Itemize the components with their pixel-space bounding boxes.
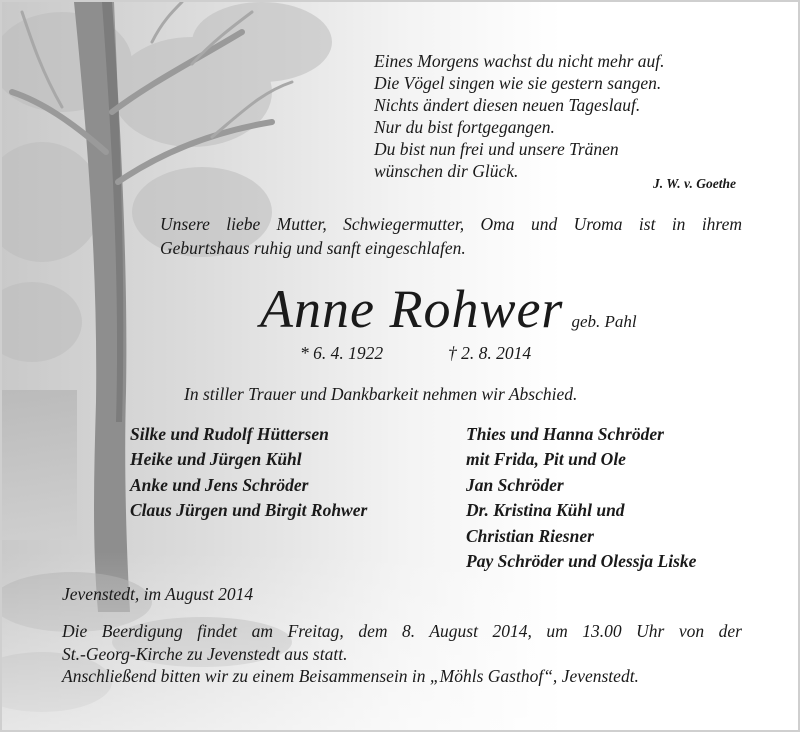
intro-line: Unsere liebe Mutter, Schwiegermutter, Oma und Uroma ist in ihrem [160, 214, 742, 234]
mourners-right [466, 422, 696, 574]
mourner-entry: Dr. Kristina Kühl und [466, 500, 625, 521]
mourner-entry: mit Frida, Pit und Ole [466, 449, 626, 470]
poem [374, 50, 665, 182]
mourner-entry: Silke und Rudolf Hüttersen [130, 424, 329, 444]
mourner-entry: Jan Schröder [466, 474, 564, 495]
mourner-entry: Christian Riesner [466, 525, 594, 546]
funeral-line: Die Beerdigung findet am Freitag, dem 8. August 2014, um 13.00 Uhr von der [62, 621, 742, 641]
mourners-left [130, 422, 367, 524]
deceased-name: Anne Rohwer [260, 279, 564, 339]
poem-line: Du bist nun frei und unsere Tränen [374, 139, 619, 159]
funeral-line: St.-Georg-Kirche zu Jevenstedt aus statt. [62, 643, 348, 664]
mourner-entry: Thies und Hanna Schröder [466, 424, 664, 444]
poem-line: Nur du bist fortgegangen. [374, 117, 555, 137]
mourner-entry: Anke und Jens Schröder [130, 474, 309, 495]
mourner-entry: Claus Jürgen und Birgit Rohwer [130, 500, 368, 521]
poem-author: J. W. v. Goethe [653, 176, 736, 191]
poem-line: Die Vögel singen wie sie gestern sangen. [374, 73, 662, 93]
birth-date: * 6. 4. 1922 [300, 343, 384, 363]
mourner-entry: Heike und Jürgen Kühl [130, 449, 302, 470]
place-date: Jevenstedt, im August 2014 [62, 584, 254, 604]
intro-line: Geburtshaus ruhig und sanft eingeschlafen. [160, 238, 466, 258]
farewell-text: In stiller Trauer und Dankbarkeit nehmen wir Abschied. [184, 384, 578, 404]
funeral-info [62, 620, 742, 688]
poem-line: Nichts ändert diesen neuen Tageslauf. [374, 95, 641, 115]
poem-line: Eines Morgens wachst du nicht mehr auf. [374, 51, 665, 71]
mourner-entry: Pay Schröder und Olessja Liske [466, 551, 697, 572]
deceased-name-row [260, 278, 637, 340]
death-date: † 2. 8. 2014 [448, 343, 532, 363]
funeral-line: Anschließend bitten wir zu einem Beisammensein in „Möhls Gasthof“, Jevenstedt. [62, 666, 639, 686]
intro-text [160, 212, 742, 260]
poem-line: wünschen dir Glück. [374, 161, 519, 181]
maiden-name: geb. Pahl [571, 312, 637, 331]
